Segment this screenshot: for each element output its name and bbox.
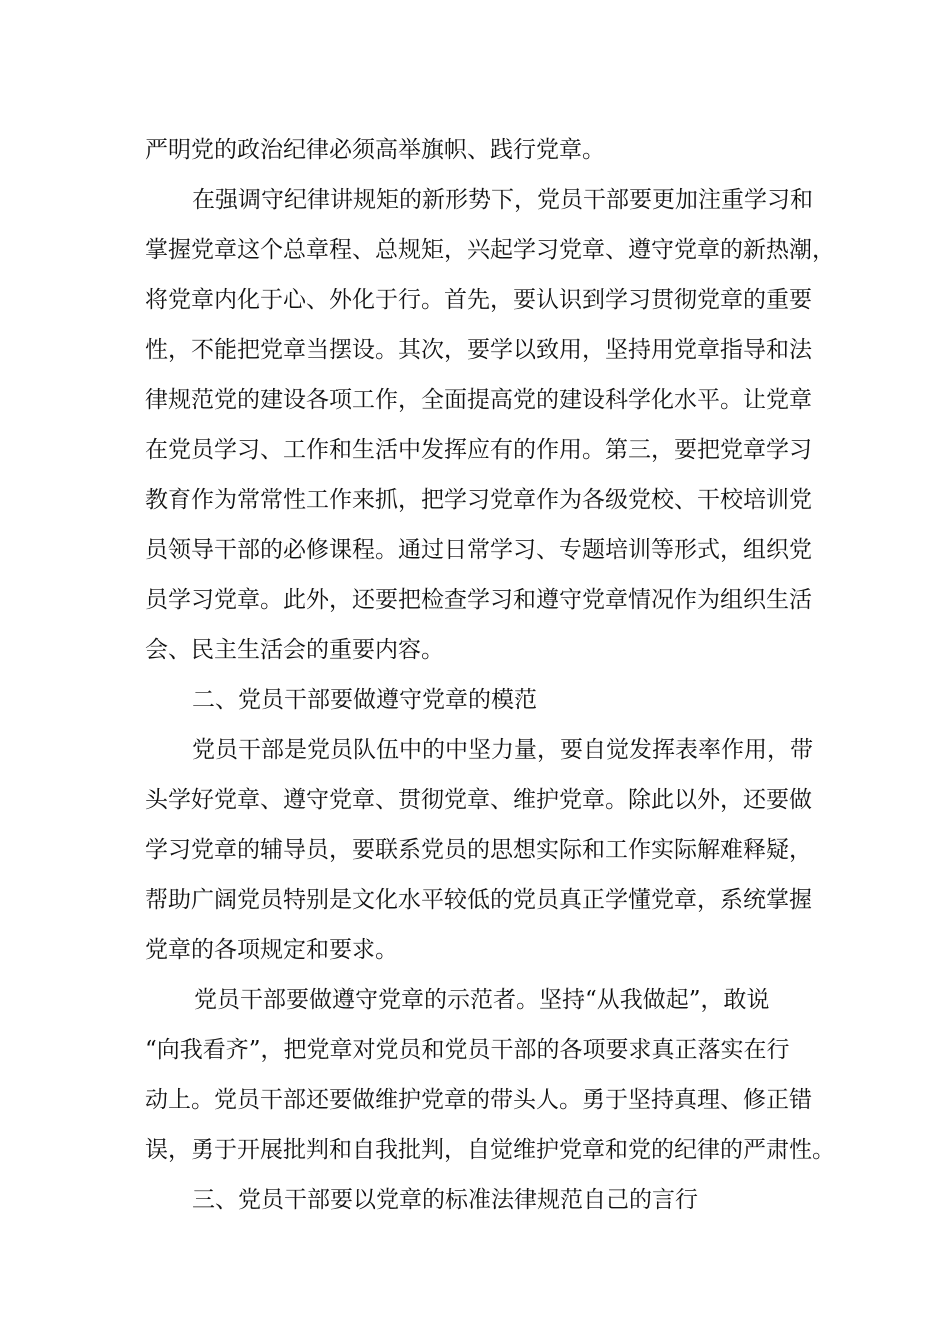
text-line: 员学习党章。此外，还要把检查学习和遵守党章情况作为组织生活 (145, 587, 812, 613)
paragraph-first-line: 党员干部要做遵守党章的示范者。坚持“从我做起”，敢说 (194, 987, 770, 1013)
text-line: 在党员学习、工作和生活中发挥应有的作用。第三，要把党章学习 (145, 437, 812, 463)
text-line: 员领导干部的必修课程。通过日常学习、专题培训等形式，组织党 (145, 537, 812, 563)
paragraph-first-line: 在强调守纪律讲规矩的新形势下，党员干部要更加注重学习和 (192, 187, 813, 213)
text-line: 性，不能把党章当摆设。其次，要学以致用，坚持用党章指导和法 (145, 337, 812, 363)
text-line: 帮助广阔党员特别是文化水平较低的党员真正学懂党章，系统掌握 (145, 887, 812, 913)
text-line: 将党章内化于心、外化于行。首先，要认识到学习贯彻党章的重要 (145, 287, 812, 313)
text-line: 会、民主生活会的重要内容。 (145, 637, 444, 663)
text-line: 误，勇于开展批判和自我批判，自觉维护党章和党的纪律的严肃性。 (145, 1137, 835, 1163)
text-line: 动上。党员干部还要做维护党章的带头人。勇于坚持真理、修正错 (145, 1087, 812, 1113)
text-line: 掌握党章这个总章程、总规矩，兴起学习党章、遵守党章的新热潮， (145, 237, 835, 263)
text-line: 学习党章的辅导员，要联系党员的思想实际和工作实际解难释疑， (145, 837, 812, 863)
section-heading: 二、党员干部要做遵守党章的模范 (192, 687, 537, 713)
paragraph-first-line: 党员干部是党员队伍中的中坚力量，要自觉发挥表率作用，带 (192, 737, 813, 763)
text-line: 严明党的政治纪律必须高举旗帜、践行党章。 (145, 137, 605, 163)
text-line: 教育作为常常性工作来抓，把学习党章作为各级党校、干校培训党 (145, 487, 812, 513)
text-line: “向我看齐”，把党章对党员和党员干部的各项要求真正落实在行 (145, 1037, 790, 1063)
text-line: 党章的各项规定和要求。 (145, 937, 398, 963)
text-line: 律规范党的建设各项工作，全面提高党的建设科学化水平。让党章 (145, 387, 812, 413)
section-heading: 三、党员干部要以党章的标准法律规范自己的言行 (192, 1187, 698, 1213)
text-line: 头学好党章、遵守党章、贯彻党章、维护党章。除此以外，还要做 (145, 787, 812, 813)
